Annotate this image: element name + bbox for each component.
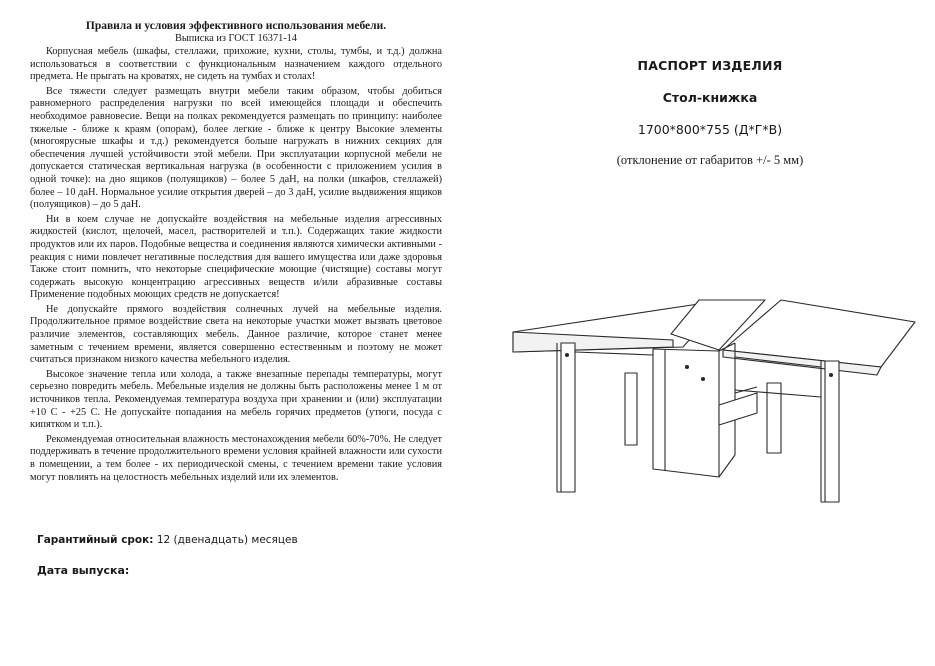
passport-title: ПАСПОРТ ИЗДЕЛИЯ [637, 58, 783, 73]
product-name: Стол-книжка [662, 90, 758, 105]
usage-rules-column [30, 20, 442, 486]
warranty-value: 12 (двенадцать) месяцев [153, 534, 298, 546]
warranty-label: Гарантийный срок: [37, 534, 154, 546]
warranty-line [37, 534, 437, 546]
rules-title: Правила и условия эффективного использования мебели. [85, 20, 387, 32]
rules-paragraph-2: Все тяжести следует размещать внутри мебели таким образом, чтобы добиться равномерного распределения нагрузки по всей имеющейся площади и обеспечить необходимое равновесие. Вещи на полках рекомендуется размещать по принципу: наиболее тяжелые - ближе к краям (опорам), более легкие - ближе к центру Высокие элементы (многоярусные шкафы и т.д.) рекомендуется больше нагружать в нижних секциях для обеспечения лучшей устойчивости этой мебели. При эксплуатации корпусной мебели не допускается статическая вертикальная нагрузка (в особенности с приложением усилия в одной точке): на дно ящиков (полуящиков) – более 5 даН, на полки (шкафов, стеллажей) более – 10 даН. Нормальное усилие открытия дверей – до 3 даН, усилие выдвижения ящиков (полуящиков) – до 5 даН. [30, 85, 442, 211]
table-left-back-leg [625, 373, 637, 445]
rules-paragraph-1: Корпусная мебель (шкафы, стеллажи, прихожие, кухни, столы, тумбы, и т.д.) должна использоваться в соответствии с функциональным назначением каждого отдельного предмета. Не прыгать на кроватях, не сидеть на тумбах и столах! [30, 46, 442, 83]
rules-paragraph-4: Не допускайте прямого воздействия солнечных лучей на мебельные изделия. Продолжительное прямое воздействие света на некоторые участки может вызвать цветовое различие элементов, составляющих мебель. Данное различие, которое станет менее заметным с течением времени, является совершенно естественным и поэтому не может считаться признаком низкого качества мебельного изделия. [30, 303, 442, 366]
table-left-front-leg [561, 343, 575, 492]
rules-paragraph-6: Рекомендуемая относительная влажность местонахождения мебели 60%-70%. Не следует поддерживать в течение продолжительного времени условия крайней влажности или сухости в помещении, а тем более - их периодической смены, с течением времени такие условия могут повлиять на целостность мебельных изделий или их элементов. [30, 433, 442, 483]
rules-subtitle: Выписка из ГОСТ 16371-14 [175, 33, 297, 44]
product-dimensions: 1700*800*755 (Д*Г*В) [637, 122, 783, 137]
dimension-tolerance: (отклонение от габаритов +/- 5 мм) [616, 153, 804, 167]
folding-table-drawing-icon [505, 295, 925, 515]
table-right-front-leg [825, 361, 839, 502]
rules-paragraph-3: Ни в коем случае не допускайте воздействия на мебельные изделия агрессивных жидкостей (кислот, щелочей, масел, растворителей и т.п.). Содержащих такие жидкости продуктов или их паров. Подобные вещества и соединения являются химически активными - реакция с ними повлечет негативные последствия для вашего имущества или даже здоровья Также стоит помнить, что некоторые специфические моющие (чистящие) составы могут содержать высокую концентрацию агрессивных веществ и/или абразивные составы Применение подобных моющих средств не допускается! [30, 213, 442, 301]
rules-paragraph-5: Высокое значение тепла или холода, а также внезапные перепады температуры, могут серьезно повредить мебель. Мебельные изделия не должны быть расположены менее 1 м от источников тепла. Рекомендуемая температура воздуха при хранении и (или) эксплуатации +10 С - +25 С. Не допускайте попадания на мебель горячих предметов (утюги, посуда с кипятком и т.п.). [30, 368, 442, 431]
issue-date-label: Дата выпуска: [37, 564, 130, 577]
